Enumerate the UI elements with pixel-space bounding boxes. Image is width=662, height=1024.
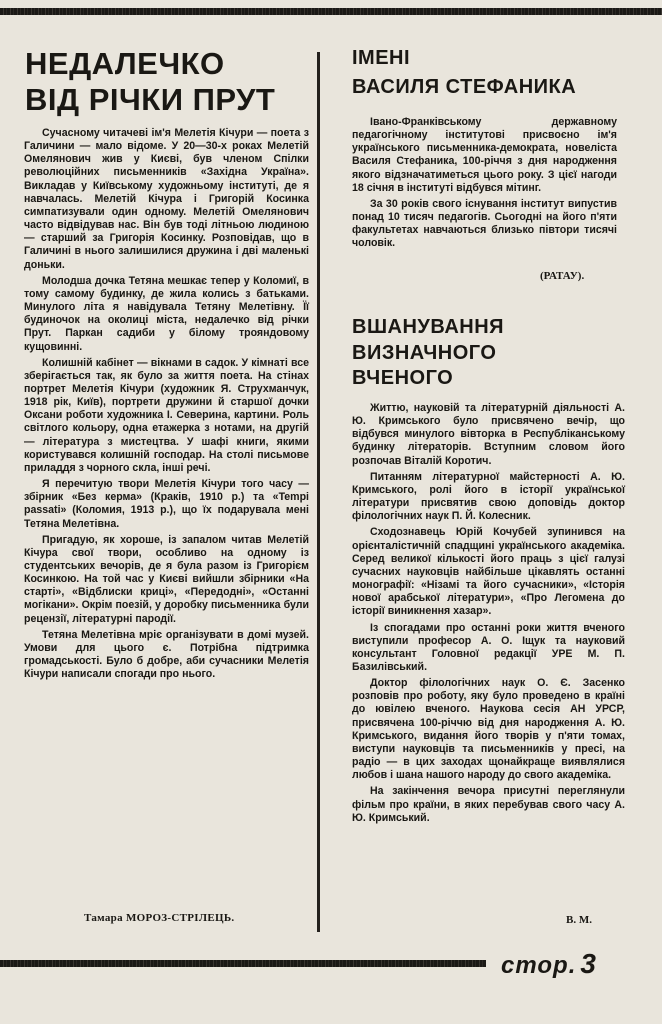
left-article-paragraph: Молодша дочка Тетяна мешкає тепер у Коломиї, в тому самому будинку, де жила колись з батьками. Минулого літа я навідувала Тетяну Мелетівну. Її будиночок на околиці міста, недалечко від річки Прут. Паркан садиби у білому трояндовому кущовинні. [24, 274, 309, 353]
left-article-signature: Тамара МОРОЗ-СТРІЛЕЦЬ. [84, 912, 235, 924]
krymsky-paragraph: Доктор філологічних наук О. Є. Засенко розповів про роботу, яку було проведено в країні до ювілею вченого. Наукова сесія АН УРСР, присвячена 100-річчю від дня народження А. Ю. Кримського, видання його творів у п'яти томах, виступи науковців та письменників у пресі, на радіо — в цих заходах щонайкраще виявлялися любов і шана нашого народу до свого академіка. [352, 677, 625, 782]
krymsky-paragraph: Сходознавець Юрій Кочубей зупинився на орієнталістичній спадщині українського академіка. Серед великої кількості його праць з цієї галузі сучасних науковців найбільше цікавлять останні монографії: «Нізамі та його сучасники», «Історія нової арабської літератури», «Про Легомена до історії виникнення хазар». [352, 526, 625, 618]
stefanyk-body [352, 116, 617, 251]
krymsky-paragraph: Питанням літературної майстерності А. Ю. Кримського, ролі його в історії української літератури присвятив свою доповідь доктор філологічних наук П. Й. Колесник. [352, 470, 625, 523]
page-number-value: 3 [580, 948, 597, 979]
left-article-paragraph: Пригадую, як хороше, із запалом читав Мелетій Кічура свої твори, особливо на одному із студентських вечорів, де я була разом із Григорієм Косинкою. На той час у Києві вийшли збірники «На старті», «Відблиски криці», «Передодні», «Останні могікани». Окрім поезій, у доробку письменника були рецензії, літературні пародії. [24, 533, 309, 625]
krymsky-title-line2: ВИЗНАЧНОГО [352, 342, 497, 364]
left-article-paragraph: Я перечитую твори Мелетія Кічури того часу — збірник «Без керма» (Краків, 1910 р.) та «Tempi passati» (Коломия, 1913 р.), що їх подарувала мені Тетяна Мелетівна. [24, 478, 309, 530]
stefanyk-title-line2: ВАСИЛЯ СТЕФАНИКА [352, 76, 577, 98]
left-article-body [24, 127, 309, 681]
stefanyk-title-line1: ІМЕНІ [352, 47, 411, 69]
left-article-paragraph: Колишній кабінет — вікнами в садок. У кімнаті все зберігається так, як було за життя поета. На стінах портрет Мелетія Кічури (художник Я. Струхманчук, 1918 рік, Київ), портрети дружини й старшої дочки Оксани роботи художника І. Северина, картини. Роль світлого кольору, одна етажерка з нотами, на другій — література з мистецтва. У шафі книги, якими користувався колишній господар. На столі письмове приладдя з чорного скла, інші речі. [24, 356, 309, 474]
krymsky-body [352, 402, 625, 825]
krymsky-paragraph: Із спогадами про останні роки життя вченого виступили професор А. О. Іщук та науковий консультант Головної редакції УРЕ М. П. Базилівський. [352, 621, 625, 673]
stefanyk-paragraph: Івано-Франківському державному педагогічному інститутові присвоєно ім'я українського письменника-демократа, новеліста Василя Стефаника, 100-річчя з дня народження якого відзначатиметься цього року. З цієї нагоди 18 січня в інституті відбувся мітинг. [352, 116, 617, 194]
krymsky-signature: В. М. [566, 914, 592, 926]
left-article-paragraph: Тетяна Мелетівна мріє організувати в домі музей. Умови для цього є. Потрібна підтримка громадськості. Було б добре, аби сучасники Мелетія Кічури написали спогади про нього. [24, 628, 309, 681]
bottom-rule [0, 960, 486, 967]
krymsky-paragraph: Життю, науковій та літературній діяльності А. Ю. Кримського було присвячено вечір, що відбувся минулого вівторка в Республіканському будинку літераторів. Вступним словом його розпочав Віталій Коротич. [352, 402, 625, 467]
column-divider [317, 52, 320, 932]
stefanyk-signature: (РАТАУ). [540, 270, 585, 282]
krymsky-paragraph: На закінчення вечора присутні переглянули фільм про країни, в яких перебував свого часу А. Ю. Кримський. [352, 785, 625, 824]
krymsky-title-line1: ВШАНУВАННЯ [352, 316, 505, 338]
left-article-paragraph: Сучасному читачеві ім'я Мелетія Кічури — поета з Галичини — мало відоме. У 20—30-х роках Мелетій Омелянович жив у Києві, був членом Спілки революційних письменників «Західна Україна». Викладав у Київському художньому інституті, де я навчалась. Мелетій Кічура і Григорій Косинка симпатизували один одному. Мелетій Омелянович часто відвідував нас. Він був тоді літньою людиною — старший за Григорія Косинку. Розповідав, що в Галичині в нього залишилися дружина і дві маленькі доньки. [24, 127, 309, 271]
page-label: стор. [501, 952, 577, 979]
krymsky-title-line3: ВЧЕНОГО [352, 367, 454, 389]
left-article-title-line2: ВІД РІЧКИ ПРУТ [25, 82, 276, 117]
stefanyk-paragraph: За 30 років свого існування інститут випустив понад 10 тисяч педагогів. Сьогодні на його п'яти факультетах навчаються близько півтори тисячі чоловік. [352, 197, 617, 250]
top-rule [0, 8, 662, 15]
page-number [501, 948, 597, 980]
left-article-title-line1: НЕДАЛЕЧКО [25, 46, 225, 81]
